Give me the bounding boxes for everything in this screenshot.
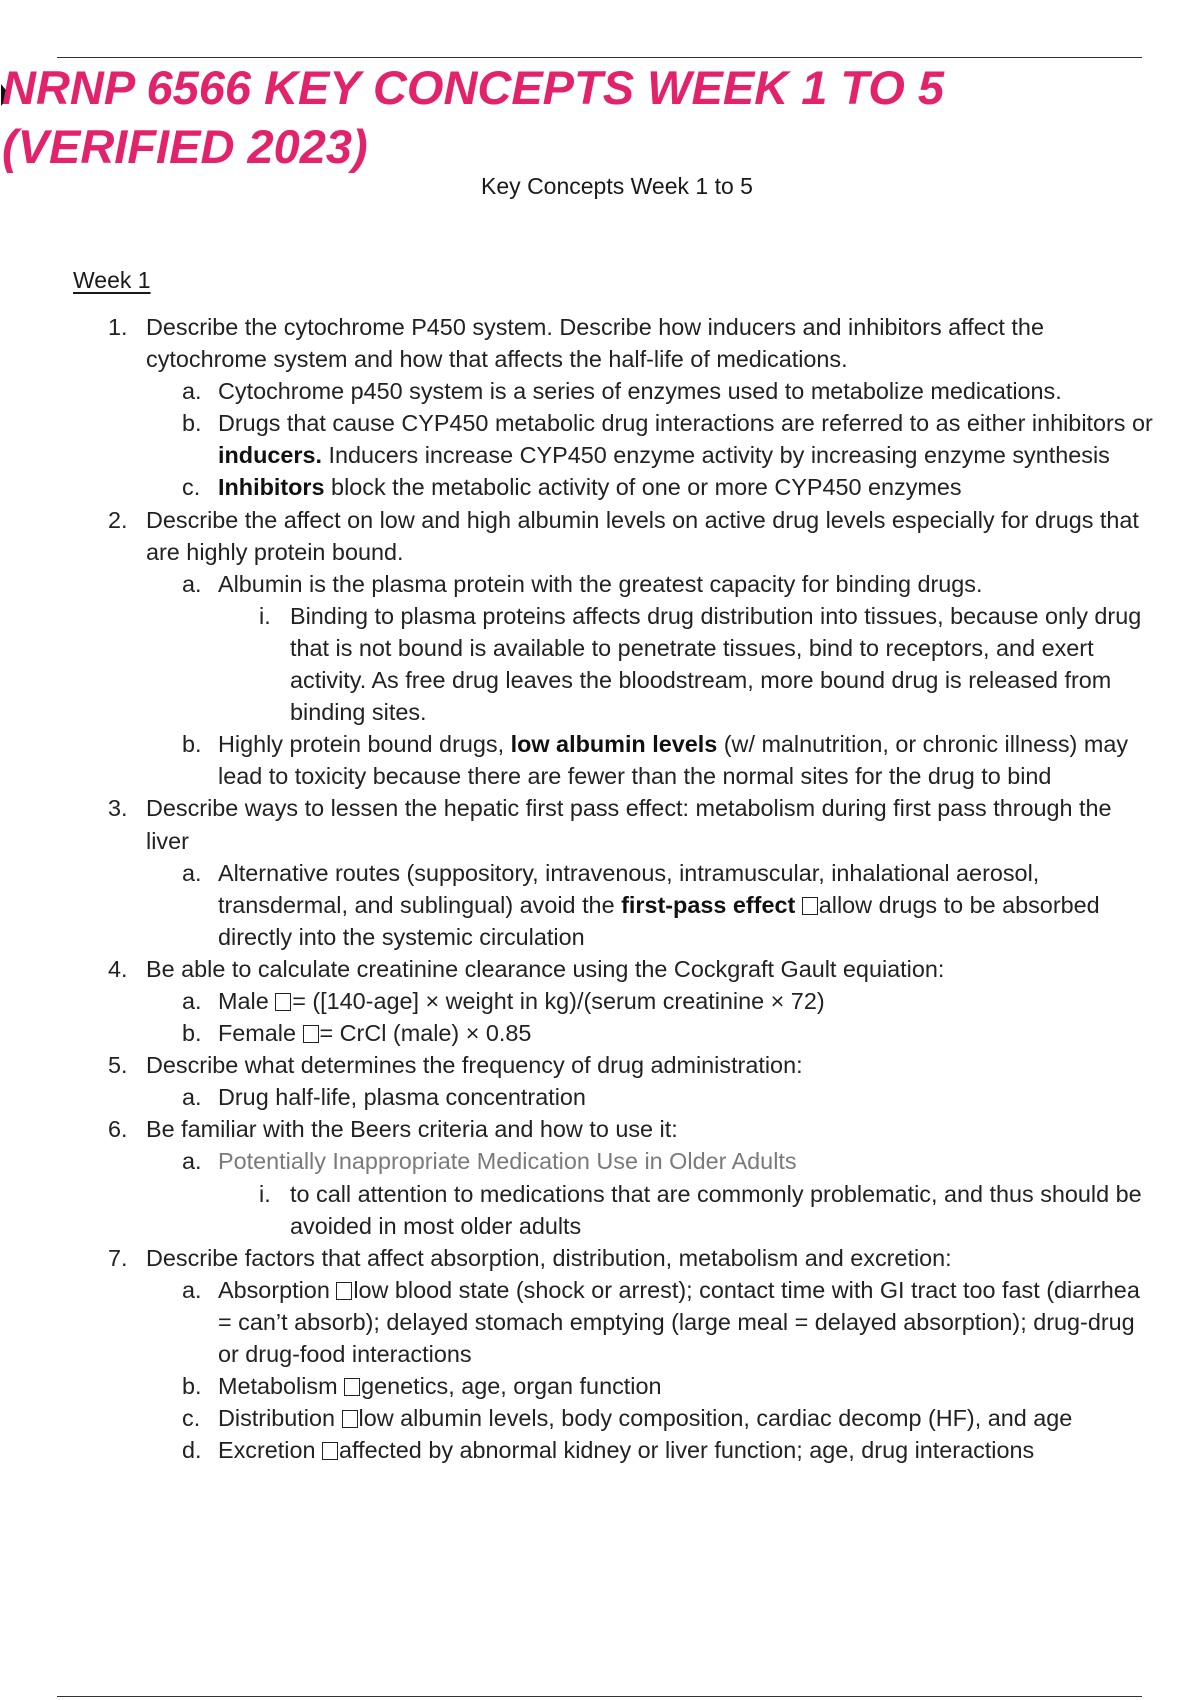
answer-text: Alternative routes (suppository, intravenous, intramuscular, inhalational aerosol, transdermal, and sublingual) avoid the <box>218 859 1040 918</box>
question-text: Be familiar with the Beers criteria and how to use it: <box>146 1116 678 1143</box>
sub-item <box>0 1434 1200 1466</box>
question-text: Describe ways to lessen the hepatic first pass effect: metabolism during first pass through the liver <box>146 795 1112 854</box>
missing-glyph-box-icon <box>303 1025 319 1043</box>
list-item <box>0 1113 1200 1145</box>
list-marker: 3. <box>108 795 128 822</box>
bold-term: inducers. <box>218 442 322 469</box>
answer-text: block the metabolic activity of one or more CYP450 enzymes <box>324 474 962 501</box>
sub-item <box>0 375 1200 407</box>
sub-item <box>0 1081 1200 1113</box>
answer-text: affected by abnormal kidney or liver function; age, drug interactions <box>339 1437 1035 1464</box>
list-marker: d. <box>182 1437 202 1464</box>
answer-text: low albumin levels, body composition, cardiac decomp (HF), and age <box>358 1405 1073 1432</box>
answer-text: Female <box>218 1020 303 1047</box>
list-marker: a. <box>182 1276 202 1303</box>
bold-term: Inhibitors <box>218 474 325 501</box>
answer-text: (w/ malnutrition, or chronic illness) may lead to toxicity because there are fewer than the normal sites for the drug to bind <box>218 731 1129 790</box>
list-marker: 6. <box>108 1116 128 1143</box>
list-item <box>0 1242 1200 1274</box>
list-marker: a. <box>182 1084 202 1111</box>
question-text: Describe the affect on low and high albumin levels on active drug levels especially for drugs that are highly protein bound. <box>146 506 1139 565</box>
list-marker: b. <box>182 410 202 437</box>
list-item <box>0 792 1200 856</box>
answer-text: Absorption <box>218 1276 337 1303</box>
sub-item <box>0 1402 1200 1434</box>
answer-text: Distribution <box>218 1405 342 1432</box>
list-marker: a. <box>182 1148 202 1175</box>
question-text: Describe factors that affect absorption, distribution, metabolism and excretion: <box>146 1244 952 1271</box>
sub-item <box>0 471 1200 503</box>
list-marker: b. <box>182 1020 202 1047</box>
list-item <box>0 311 1200 375</box>
answer-text: allow drugs to be absorbed directly into the systemic circulation <box>218 891 1100 950</box>
answer-text: Metabolism <box>218 1373 345 1400</box>
sub-sub-item <box>0 600 1200 728</box>
answer-text: Drugs that cause CYP450 metabolic drug interactions are referred to as either inhibitors or <box>218 410 1153 437</box>
answer-text: Albumin is the plasma protein with the greatest capacity for binding drugs. <box>218 570 983 597</box>
list-marker: 1. <box>108 314 128 340</box>
question-text: Describe the cytochrome P450 system. Describe how inducers and inhibitors affect the cytochrome system and how that affects the half-life of medications. <box>146 314 1044 373</box>
bold-term: low albumin levels <box>510 731 718 758</box>
missing-glyph-box-icon <box>336 1282 352 1300</box>
answer-text: = ([140-age] × weight in kg)/(serum creatinine × 72) <box>292 987 825 1014</box>
answer-text: to call attention to medications that are commonly problematic, and thus should be avoided in most older adults <box>290 1180 1142 1239</box>
sub-sub-item <box>0 1178 1200 1242</box>
list-marker: 5. <box>108 1052 128 1079</box>
sub-item <box>0 568 1200 600</box>
week-heading: Week 1 <box>73 267 151 293</box>
question-text: Be able to calculate creatinine clearance using the Cockgraft Gault equiation: <box>146 955 945 982</box>
missing-glyph-box-icon <box>344 1378 360 1396</box>
list-item <box>0 504 1200 568</box>
answer-text: Binding to plasma proteins affects drug distribution into tissues, because only drug that is not bound is available to penetrate tissues, bind to receptors, and exert activity. As free drug leaves the bloodstream, more bound drug is released from binding sites. <box>290 602 1142 726</box>
sub-item <box>0 1145 1200 1177</box>
answer-text: Cytochrome p450 system is a series of enzymes used to metabolize medications. <box>218 378 1062 405</box>
list-marker: 4. <box>108 955 128 982</box>
list-marker: c. <box>182 1405 201 1432</box>
answer-text: Highly protein bound drugs, <box>218 731 511 758</box>
sub-item <box>0 857 1200 953</box>
answer-text: Potentially Inappropriate Medication Use in Older Adults <box>218 1148 797 1175</box>
bottom-rule <box>57 1696 1142 1697</box>
answer-text: = CrCl (male) × 0.85 <box>319 1020 532 1047</box>
list-marker: b. <box>182 1373 202 1400</box>
sub-item <box>0 1017 1200 1049</box>
sub-item <box>0 407 1200 471</box>
subtitle: Key Concepts Week 1 to 5 <box>481 173 753 199</box>
answer-text: Inducers increase CYP450 enzyme activity by increasing enzyme synthesis <box>322 442 1110 469</box>
answer-text: Male <box>218 987 276 1014</box>
list-marker: i. <box>259 602 271 629</box>
list-marker: a. <box>182 859 202 886</box>
list-item <box>0 1049 1200 1081</box>
answer-text: genetics, age, organ function <box>361 1373 662 1400</box>
list-marker: a. <box>182 987 202 1014</box>
list-marker: c. <box>182 474 201 501</box>
missing-glyph-box-icon <box>322 1442 338 1460</box>
sub-item <box>0 1274 1200 1370</box>
list-marker: i. <box>259 1180 271 1207</box>
answer-text: Drug half-life, plasma concentration <box>218 1084 586 1111</box>
question-text: Describe what determines the frequency of drug administration: <box>146 1052 803 1079</box>
bold-term: first-pass effect <box>621 891 796 918</box>
title-line-2: (VERIFIED 2023) <box>2 120 368 173</box>
missing-glyph-box-icon <box>275 993 291 1011</box>
key-concepts-list <box>0 311 1200 1466</box>
list-item <box>0 953 1200 985</box>
list-marker: 7. <box>108 1244 128 1271</box>
answer-text: low blood state (shock or arrest); contact time with GI tract too fast (diarrhea = can’t absorb); delayed stomach emptying (large meal = delayed absorption); drug-drug or drug-food interactions <box>218 1276 1140 1367</box>
missing-glyph-box-icon <box>342 1410 358 1428</box>
answer-text: Excretion <box>218 1437 323 1464</box>
list-marker: 2. <box>108 506 128 533</box>
missing-glyph-box-icon <box>802 897 818 915</box>
sub-item <box>0 728 1200 792</box>
document-title <box>2 58 1152 176</box>
sub-item <box>0 1370 1200 1402</box>
list-marker: a. <box>182 570 202 597</box>
list-marker: a. <box>182 378 202 405</box>
sub-item <box>0 985 1200 1017</box>
title-line-1: NRNP 6566 KEY CONCEPTS WEEK 1 TO 5 <box>2 61 945 114</box>
list-marker: b. <box>182 731 202 758</box>
